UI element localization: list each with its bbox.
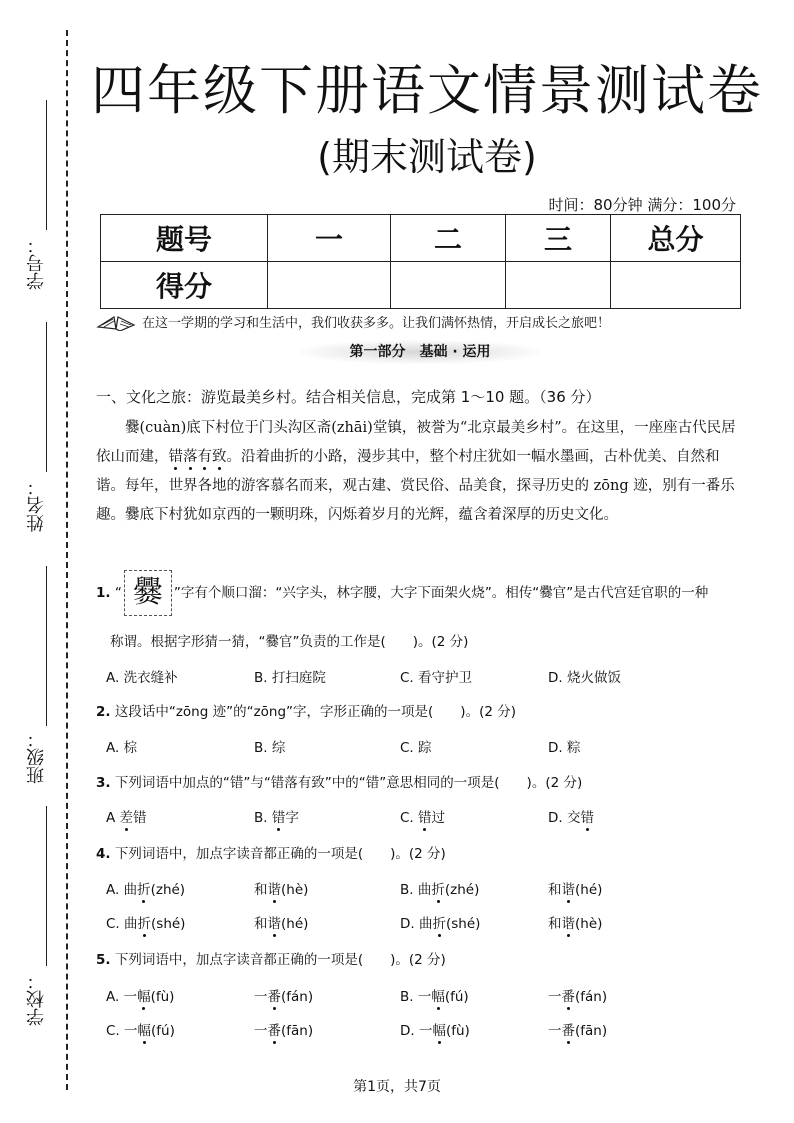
- option-text: (fù): [445, 1023, 470, 1039]
- exam-subtitle: (期末测试卷): [317, 135, 537, 179]
- option-text: A: [106, 810, 120, 826]
- dotted-char: 谐: [561, 916, 575, 932]
- answer-option[interactable]: [400, 878, 479, 898]
- class-label: 班级：: [26, 730, 47, 784]
- option-text: 一: [548, 989, 562, 1005]
- option-text: (hé): [575, 882, 603, 898]
- option-text: C. 曲: [106, 916, 138, 932]
- score-header-cell: 题号: [101, 215, 268, 262]
- dotted-char: 幅: [431, 989, 445, 1005]
- answer-option[interactable]: [400, 985, 469, 1005]
- dotted-char: 错: [168, 449, 183, 465]
- option-text: (fú): [151, 1023, 175, 1039]
- dotted-char: 落: [183, 449, 198, 465]
- dotted-char: 谐: [561, 882, 575, 898]
- dotted-char: 差: [119, 810, 134, 826]
- answer-option[interactable]: [400, 1019, 470, 1039]
- option-text: 过: [431, 810, 446, 826]
- answer-option[interactable]: [106, 806, 147, 826]
- score-row-label: 得分: [101, 262, 268, 309]
- option-text: A. 曲: [106, 882, 138, 898]
- answer-option[interactable]: [254, 1019, 313, 1039]
- option-text: 和: [254, 916, 268, 932]
- part-one-title: 一、文化之旅：游览最美乡村。结合相关信息，完成第 1～10 题。（36 分）: [96, 388, 601, 406]
- score-header-cell: 总分: [611, 215, 741, 262]
- option-text: (hè): [281, 882, 309, 898]
- option-c[interactable]: C. 看守护卫: [400, 670, 473, 686]
- option-text: 一: [254, 989, 268, 1005]
- question-stem: 下列词语中，加点字读音都正确的一项是( )。(2 分): [114, 952, 446, 968]
- question-number: 2.: [96, 704, 111, 720]
- dotted-char: 折: [432, 916, 446, 932]
- option-text: 一: [254, 1023, 268, 1039]
- passage-dotted-phrase: [169, 449, 227, 465]
- option-text: (shé): [445, 916, 481, 932]
- answer-option[interactable]: [548, 1019, 607, 1039]
- character-box: [124, 570, 172, 616]
- question-stem: 下列词语中，加点字读音都正确的一项是( )。(2 分): [114, 846, 446, 862]
- featured-character: 爨: [132, 575, 163, 610]
- question-3: [96, 771, 582, 791]
- option-text: B.: [254, 810, 272, 826]
- dotted-char: 错: [271, 810, 286, 826]
- student-id-label: 学号：: [26, 236, 47, 290]
- answer-option[interactable]: [106, 912, 185, 932]
- answer-option[interactable]: [548, 878, 602, 898]
- answer-option[interactable]: [400, 806, 445, 826]
- name-label: 姓名：: [26, 478, 47, 532]
- question-1: [96, 570, 708, 616]
- dotted-char: 有: [197, 449, 212, 465]
- option-text: (fān): [281, 1023, 314, 1039]
- score-blank-cell[interactable]: [391, 262, 506, 309]
- answer-option[interactable]: [548, 912, 602, 932]
- option-text: C.: [400, 810, 419, 826]
- dotted-char: 番: [267, 989, 281, 1005]
- option-text: 和: [548, 882, 562, 898]
- question-number: 3.: [96, 775, 111, 791]
- student-id-line: [46, 100, 47, 230]
- option-text: D. 曲: [400, 916, 433, 932]
- score-table-header-row: [101, 215, 741, 262]
- option-text: 错: [133, 810, 147, 826]
- option-text: (zhé): [150, 882, 186, 898]
- open-book-icon: [96, 313, 136, 331]
- answer-option[interactable]: [254, 985, 313, 1005]
- dotted-char: 幅: [137, 989, 151, 1005]
- option-text: (fù): [150, 989, 175, 1005]
- intro-text: 在这一学期的学习和生活中，我们收获多多。让我们满怀热情，开启成长之旅吧！: [142, 316, 611, 331]
- score-blank-cell[interactable]: [611, 262, 741, 309]
- dotted-char: 谐: [267, 882, 281, 898]
- dotted-char: 番: [561, 989, 575, 1005]
- reading-passage: [96, 414, 742, 530]
- question-stem: ”字有个顺口溜：“兴字头，林字腰，大字下面架火烧”。相传“爨官”是古代宫廷官职的一种: [173, 585, 709, 601]
- option-text: C. 一: [106, 1023, 138, 1039]
- school-label: 学校：: [26, 972, 47, 1026]
- option-text: B. 曲: [400, 882, 432, 898]
- dotted-char: 番: [561, 1023, 575, 1039]
- option-text: (hé): [281, 916, 309, 932]
- option-text: 和: [548, 916, 562, 932]
- option-a[interactable]: A. 棕: [106, 740, 138, 756]
- dotted-char: 幅: [432, 1023, 446, 1039]
- question-stem-quote: “: [114, 585, 122, 601]
- answer-option[interactable]: [548, 806, 594, 826]
- score-header-cell: 三: [506, 215, 611, 262]
- question-5: [96, 948, 446, 968]
- option-text: 和: [254, 882, 268, 898]
- score-table-score-row: [101, 262, 741, 309]
- question-1-stem-cont: 称谓。根据字形猜一猜，“爨官”负责的工作是( )。(2 分): [110, 634, 469, 650]
- option-b[interactable]: B. 综: [254, 740, 286, 756]
- question-number: 1.: [96, 585, 111, 601]
- option-c[interactable]: C. 踪: [400, 740, 432, 756]
- dotted-char: 错: [418, 810, 432, 826]
- answer-option[interactable]: [254, 912, 308, 932]
- option-text: (hè): [575, 916, 603, 932]
- option-text: (fán): [281, 989, 314, 1005]
- binding-dashed-line: [66, 30, 68, 1090]
- score-table: [100, 214, 741, 309]
- time-score-info: 时间：80分钟 满分：100分: [548, 196, 736, 214]
- answer-option[interactable]: [400, 912, 480, 932]
- question-number: 5.: [96, 952, 111, 968]
- option-text: (shé): [151, 916, 186, 932]
- answer-option[interactable]: [106, 878, 185, 898]
- intro-line: [96, 312, 610, 331]
- score-header-cell: 一: [268, 215, 391, 262]
- dotted-char: 幅: [137, 1023, 152, 1039]
- answer-option[interactable]: [254, 878, 308, 898]
- dotted-char: 折: [431, 882, 445, 898]
- option-text: 字: [285, 810, 299, 826]
- answer-option[interactable]: [106, 985, 174, 1005]
- dotted-char: 致: [212, 449, 227, 465]
- question-number: 4.: [96, 846, 111, 862]
- option-text: D. 一: [400, 1023, 433, 1039]
- answer-option[interactable]: [548, 985, 607, 1005]
- dotted-char: 番: [267, 1023, 281, 1039]
- option-text: (fú): [444, 989, 469, 1005]
- question-stem: 下列词语中加点的“错”与“错落有致”中的“错”意思相同的一项是( )。(2 分): [114, 775, 583, 791]
- option-text: A. 一: [106, 989, 138, 1005]
- dotted-char: 谐: [267, 916, 281, 932]
- option-d[interactable]: D. 粽: [548, 740, 581, 756]
- passage-text-1: 爨(cuàn)底下村位于门头沟区斋(zhāi)堂镇，被誉为“北京最美乡村”。在这里，一座座古代民居依山而建，: [96, 420, 736, 465]
- school-line: [46, 806, 47, 966]
- option-b[interactable]: B. 打扫庭院: [254, 670, 326, 686]
- option-text: (fán): [575, 989, 608, 1005]
- dotted-char: 折: [137, 882, 151, 898]
- option-text: B. 一: [400, 989, 432, 1005]
- dotted-char: 错: [580, 810, 594, 826]
- question-2: [96, 700, 516, 720]
- option-text: (fān): [575, 1023, 608, 1039]
- question-stem: 这段话中“zōng 迹”的“zōng”字，字形正确的一项是( )。(2 分): [114, 704, 516, 720]
- name-line: [46, 322, 47, 472]
- score-blank-cell[interactable]: [268, 262, 391, 309]
- option-text: 一: [548, 1023, 562, 1039]
- page-footer: 第1页，共7页: [353, 1079, 441, 1095]
- option-text: D. 交: [548, 810, 581, 826]
- option-text: (zhé): [444, 882, 480, 898]
- exam-title: 四年级下册语文情景测试卷: [91, 59, 763, 122]
- score-header-cell: 二: [391, 215, 506, 262]
- section-banner: 第一部分 基础 · 运用: [300, 340, 540, 364]
- class-line: [46, 566, 47, 726]
- dotted-char: 折: [137, 916, 152, 932]
- answer-option[interactable]: [254, 806, 299, 826]
- option-a[interactable]: A. 洗衣缝补: [106, 670, 178, 686]
- answer-option[interactable]: [106, 1019, 175, 1039]
- score-blank-cell[interactable]: [506, 262, 611, 309]
- passage-text-2: 。沿着曲折的小路，漫步其中，整个村庄犹如一幅水墨画，古朴优美、自然和谐。每年，世界各地的游客慕名而来，观古建、赏民俗、品美食，探寻历史的 zōng 迹，别有一番乐趣。爨底下村犹如京西的一颗明珠，闪烁着岁月的光辉，蕴含着深厚的历史文化。: [96, 449, 735, 523]
- question-4: [96, 842, 446, 862]
- option-d[interactable]: D. 烧火做饭: [548, 670, 621, 686]
